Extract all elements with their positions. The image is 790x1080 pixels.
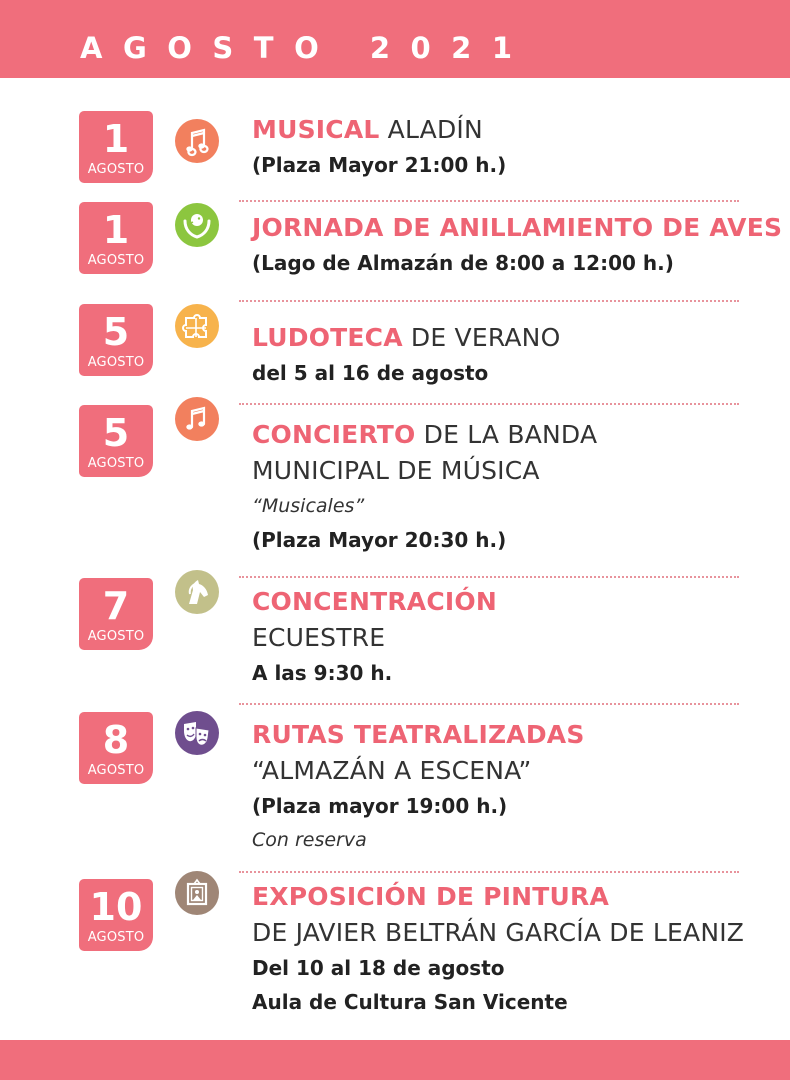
date-month: AGOSTO [87,162,145,177]
event-title [252,112,772,148]
event-title: RUTAS TEATRALIZADAS [252,720,585,749]
event-title-highlight: LUDOTECA [252,323,403,352]
date-month: AGOSTO [87,629,145,644]
date-month: AGOSTO [87,930,145,945]
date-day: 7 [102,584,130,628]
event-note: Con reserva [252,829,367,851]
dotted-divider [239,703,739,705]
page-title: AGOSTO 2021 [80,31,533,65]
event-title-highlight: CONCIERTO [252,420,416,449]
music-note-icon [175,397,219,441]
painting-frame-icon [175,871,219,915]
event-details: (Plaza mayor 19:00 h.) [252,794,508,818]
header-band [0,0,790,78]
bird-hands-icon [175,203,219,247]
event-texts [252,879,772,1019]
event-title: JORNADA DE ANILLAMIENTO DE AVES [252,213,783,242]
event-texts [252,320,772,390]
event-details: (Lago de Almazán de 8:00 a 12:00 h.) [252,251,674,275]
event-texts [252,210,783,280]
date-badge [79,578,153,650]
date-month: AGOSTO [87,253,145,268]
theater-masks-icon [175,711,219,755]
event-title-rest: ALADÍN [379,115,483,144]
date-badge [79,304,153,376]
footer-band [0,1040,790,1080]
dotted-divider [239,576,739,578]
event-texts [252,417,772,557]
event-details: (Plaza Mayor 20:30 h.) [252,528,507,552]
event-details: del 5 al 16 de agosto [252,361,489,385]
date-badge [79,111,153,183]
event-texts [252,584,772,690]
event-title: EXPOSICIÓN DE PINTURA [252,882,609,911]
date-day: 8 [102,718,130,762]
date-day: 1 [102,117,130,161]
date-badge [79,879,153,951]
event-details: A las 9:30 h. [252,661,393,685]
date-month: AGOSTO [87,355,145,370]
event-texts [252,112,772,182]
dotted-divider [239,200,739,202]
date-day: 1 [102,208,130,252]
event-title: CONCENTRACIÓN [252,587,497,616]
puzzle-icon [175,304,219,348]
event-details: Del 10 al 18 de agosto [252,956,505,980]
event-title-line2: ECUESTRE [252,623,386,652]
event-location: Aula de Cultura San Vicente [252,990,568,1014]
event-title-highlight: MUSICAL [252,115,380,144]
date-day: 5 [102,310,130,354]
event-title [252,320,772,356]
dotted-divider [239,300,739,302]
date-day: 10 [89,885,143,929]
date-month: AGOSTO [87,456,145,471]
date-badge [79,202,153,274]
date-badge [79,405,153,477]
dotted-divider [239,403,739,405]
event-title [252,417,772,453]
date-month: AGOSTO [87,763,145,778]
event-title-line2: MUNICIPAL DE MÚSICA [252,456,540,485]
event-details: (Plaza Mayor 21:00 h.) [252,153,507,177]
event-title-line2: “ALMAZÁN A ESCENA” [252,756,532,785]
horse-icon [175,570,219,614]
date-day: 5 [102,411,130,455]
date-badge [79,712,153,784]
music-note-icon [175,119,219,163]
event-title-rest: DE LA BANDA [415,420,598,449]
dotted-divider [239,871,739,873]
event-title-line2: DE JAVIER BELTRÁN GARCÍA DE LEANIZ [252,918,745,947]
event-texts [252,717,772,857]
event-subtitle: “Musicales” [252,495,365,517]
event-title-rest: DE VERANO [402,323,561,352]
